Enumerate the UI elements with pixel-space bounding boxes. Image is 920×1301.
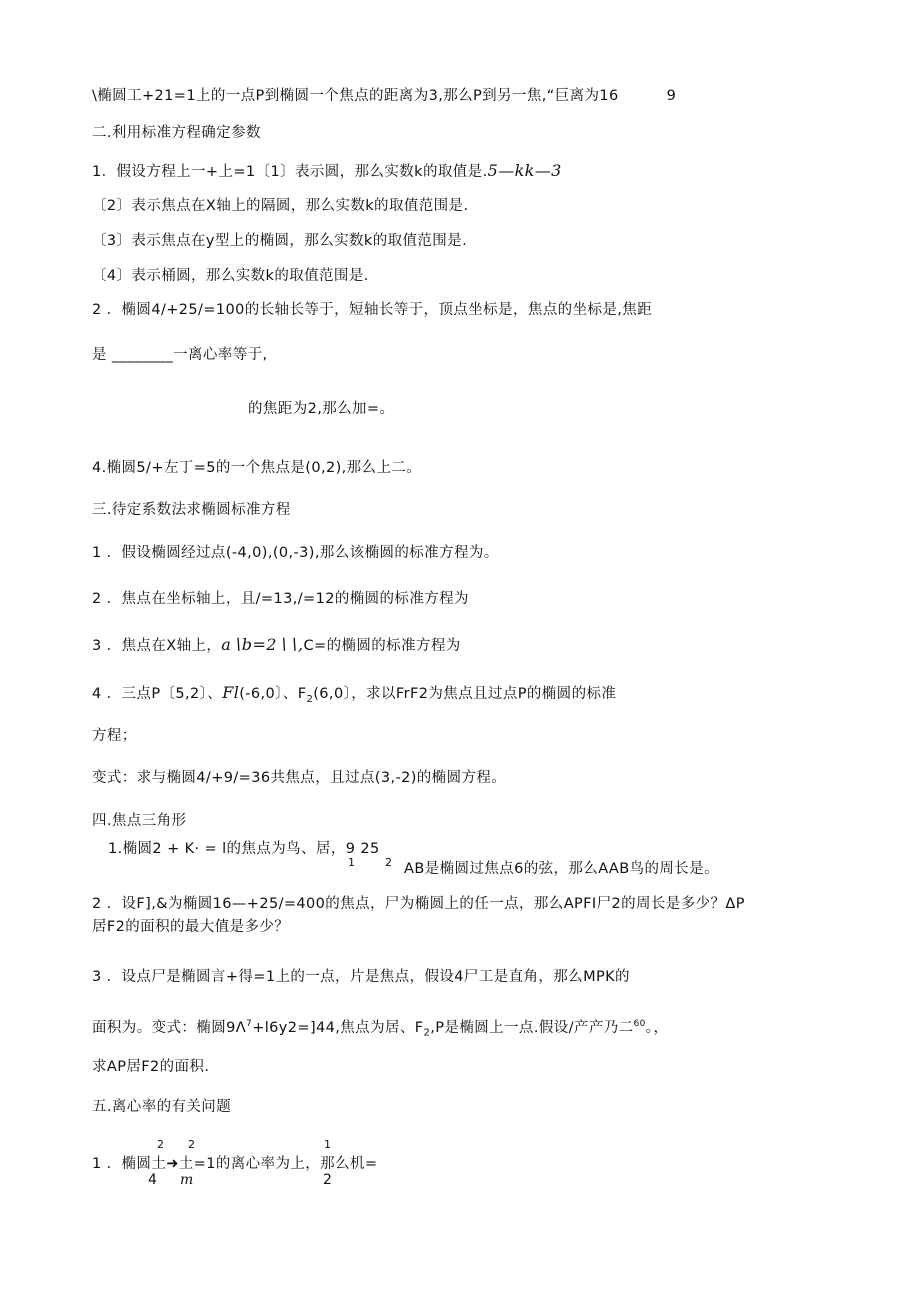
problem-3-2: 2 ．焦点在坐标轴上，且/=13,/=12的椭圆的标准方程为 (92, 591, 469, 607)
superscript: 1 (324, 1138, 331, 1151)
problem-text: 4 ．三点P〔5,2〕、 (92, 686, 223, 702)
subscript: 2 (385, 856, 392, 869)
superscript: 2 (157, 1138, 164, 1151)
problem-3-1: 1 ．假设椭圆经过点(-4,0),(0,-3),那么该椭圆的标准方程为。 (92, 545, 499, 561)
problem-3-4-cont: 方程； (92, 728, 137, 744)
superscript: 60 (633, 1019, 646, 1029)
problem-text: 面积为。变式：椭圆9Λ (92, 1019, 247, 1036)
section-2-title: 二.利用标准方程确定参数 (92, 125, 261, 141)
problem-text: (6,0〕，求以FrF2为焦点且过点P的椭圆的标准 (313, 686, 617, 702)
problem-5-1: 1 ．椭圆土➜土=1的离心率为上，那么机= (92, 1156, 378, 1172)
italic-expression: 5—kk—3 (487, 161, 562, 180)
problem-2-3-partial: 的焦距为2,那么加=。 (248, 401, 395, 417)
problem-2-2-cont: 是 ________一离心率等于, (92, 347, 268, 363)
section-4-title: 四.焦点三角形 (92, 813, 187, 829)
subscript: 1 (348, 856, 355, 869)
problem-2-4: 4.椭圆5/+左丁=5的一个焦点是(0,2),那么上二。 (92, 460, 422, 476)
problem-text: 。， (645, 1019, 669, 1036)
problem-4-3-cont (92, 1014, 668, 1044)
problem-2-1-part2: 〔2〕表示焦点在X轴上的隔圆，那么实数k的取值范围是. (92, 198, 469, 214)
problem-3-4 (92, 683, 616, 710)
section-3-title: 三.待定系数法求椭圆标准方程 (92, 502, 291, 518)
denominator: 4 (148, 1172, 157, 1188)
problem-4-1-line-b: AB是椭圆过焦点6的弦，那么AAB鸟的周长是。 (404, 861, 719, 877)
italic-expression: a∖b=2∖∖, (221, 635, 304, 654)
problem-text: \椭圆工+21=1上的一点P到椭圆一个焦点的距离为3,那么P到另一焦,“巨离为16 (92, 88, 619, 104)
problem-text: 3 ．焦点在X轴上， (92, 638, 222, 654)
problem-4-1-line-a: 1.椭圆2 + K· = l的焦点为鸟、居，9 25 (108, 841, 380, 857)
denominator: m (180, 1172, 194, 1188)
problem-text: 1．假设方程上一+上=1〔1〕表示圆，那么实数k的取值是. (92, 164, 488, 180)
section-5-title: 五.离心率的有关问题 (92, 1099, 232, 1115)
problem-3-3 (92, 635, 461, 656)
variant-3: 变式：求与椭圆4/+9/=36共焦点，且过点(3,-2)的椭圆方程。 (92, 770, 507, 786)
problem-2-2: 2 ．椭圆4/+25/=100的长轴长等于，短轴长等于，顶点坐标是，焦点的坐标是,焦距 (92, 302, 653, 318)
superscript: 2 (188, 1138, 195, 1151)
problem-4-3-cont2: 求AP居F2的面积. (92, 1059, 210, 1075)
problem-text: +l6y2=]44,焦点为居、F (252, 1019, 424, 1036)
problem-line-1 (92, 86, 676, 106)
problem-text: C=的椭圆的标准方程为 (303, 638, 461, 654)
problem-4-2-cont: 居F2的面积的最大值是多少？ (92, 919, 290, 935)
problem-text: (-6,0〕、F (239, 686, 307, 702)
subscript: 2 (306, 693, 314, 705)
problem-text: ,P是椭圆上一点.假设/产产乃二 (430, 1019, 634, 1036)
problem-4-3: 3 ．设点尸是椭圆言+得=1上的一点，片是焦点，假设4尸工是直角，那么MPK的 (92, 969, 630, 985)
subscript: 2 (423, 1027, 431, 1039)
superscript: 7 (246, 1019, 253, 1029)
problem-number: 9 (666, 88, 677, 104)
denominator: 2 (323, 1172, 332, 1188)
problem-2-1-part4: 〔4〕表示桶圆，那么实数k的取值范围是. (92, 268, 369, 284)
italic-expression: Fl (222, 683, 240, 702)
problem-2-1 (92, 161, 562, 182)
problem-4-2: 2 ．设F],&为椭圆16—+25/=400的焦点，尸为椭圆上的任一点，那么APFI尸2的周长是多少？ΔP (92, 896, 745, 912)
problem-2-1-part3: 〔3〕表示焦点在y型上的椭圆，那么实数k的取值范围是. (92, 233, 468, 249)
